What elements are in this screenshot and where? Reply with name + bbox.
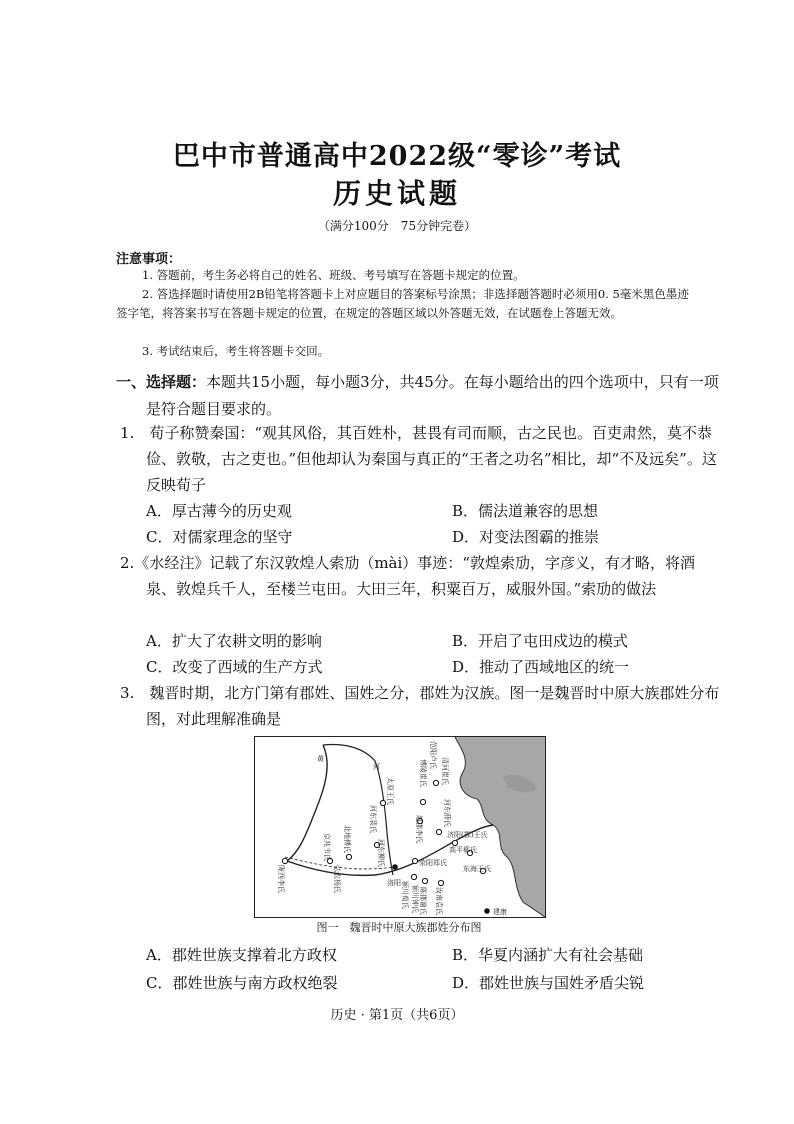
place-label: 河东裴氏	[369, 805, 377, 833]
q1-option-c[interactable]: C．对儒家理念的坚守	[146, 528, 293, 546]
note-item: 1. 答题前，考生务必将自己的姓名、班级、考号填写在答题卡规定的位置。	[142, 268, 525, 282]
exam-subject: 历史试题	[332, 177, 461, 210]
place-label: 河东柳氏	[377, 839, 385, 867]
place-marker	[420, 799, 425, 804]
river-label: 河	[373, 763, 380, 771]
note-item: 3. 考试结束后，考生将答题卡交回。	[142, 344, 330, 358]
place-marker	[411, 874, 416, 879]
question-number: 1.	[120, 424, 135, 442]
sea-area	[455, 737, 545, 917]
place-label: 汝南袁氏	[435, 887, 443, 915]
section-heading	[116, 369, 720, 423]
river-label: 黄	[317, 755, 324, 763]
place-marker	[484, 908, 490, 914]
q3-option-c[interactable]: C．郡姓世族与南方政权绝裂	[146, 974, 338, 992]
place-label: 济阳(郡)王氏	[447, 831, 488, 839]
note-item: 2. 答选择题时请使用2B铅笔将答题卡上对应题目的答案标号涂黑；非选择题答题时必须用0. 5毫米黑色墨迹签字笔，将答案书写在答题卡规定的位置，在规定的答题区域以外答题无效，在试题卷上答题无效。	[116, 287, 689, 320]
q3-option-d[interactable]: D．郡姓世族与国姓矛盾尖锐	[452, 974, 645, 992]
place-label: 赵郡李氏	[415, 815, 423, 843]
place-label: 荥阳郑氏	[419, 859, 447, 867]
place-label: 洛阳	[387, 879, 401, 887]
question-1	[120, 420, 720, 498]
q3-option-a[interactable]: A．郡姓世族支撑着北方政权	[146, 946, 337, 964]
question-3	[120, 680, 720, 732]
map-svg	[255, 737, 545, 917]
place-marker	[380, 800, 385, 805]
place-marker	[438, 880, 443, 885]
figure-caption: 图一 魏晋时中原大族郡姓分布图	[316, 921, 482, 934]
q1-option-b[interactable]: B．儒法道兼容的思想	[452, 502, 599, 520]
question-stem: 《水经注》记载了东汉敦煌人索劢（mài）事迹：“敦煌索劢，字彦义，有才略，将酒泉、敦煌兵千人，至楼兰屯田。大田三年，积粟百万，威服外国。”索劢的做法	[134, 554, 695, 598]
place-label: 颍川荀氏	[401, 881, 409, 909]
place-marker	[452, 840, 457, 845]
q3-option-b[interactable]: B．华夏内涵扩大有社会基础	[452, 946, 644, 964]
place-label: 博陵崔氏	[419, 759, 427, 787]
section-instructions: 本题共15小题，每小题3分，共45分。在每小题给出的四个选项中，只有一项是符合题目要求的。	[146, 373, 719, 418]
question-stem: 荀子称赞秦国：“观其风俗，其百姓朴，甚畏有司而顺，古之民也。百吏肃然，莫不恭俭、敦敬，古之吏也。”但他却认为秦国与真正的“王者之功名”相比，却“不及远矣”。这反映荀子	[146, 424, 717, 494]
place-marker	[346, 854, 351, 859]
place-marker	[433, 780, 438, 785]
place-label: 陇西李氏	[277, 865, 285, 893]
place-label: 建康	[493, 908, 507, 916]
place-label: 颍川钟氏	[411, 885, 419, 913]
q1-option-a[interactable]: A．厚古薄今的历史观	[146, 502, 292, 520]
score-info: （满分100分 75分钟完卷）	[317, 219, 477, 233]
place-label: 高平郗氏	[449, 846, 477, 854]
place-label: 陈郡谢氏	[419, 887, 427, 915]
place-label: 清河崔氏	[441, 757, 449, 785]
place-marker	[436, 829, 441, 834]
place-marker	[422, 878, 427, 883]
place-label: 北地傅氏	[343, 825, 351, 853]
place-label: 太原王氏	[386, 777, 394, 805]
notes-heading: 注意事项：	[116, 252, 182, 267]
q2-option-c[interactable]: C．改变了西域的生产方式	[146, 658, 323, 676]
question-number: 3.	[120, 684, 135, 702]
figure-1-map	[254, 736, 546, 918]
q2-option-b[interactable]: B．开启了屯田戍边的模式	[452, 632, 629, 650]
q1-option-d[interactable]: D．对变法图霸的推崇	[452, 528, 600, 546]
place-label: 京兆韦氏	[323, 833, 331, 861]
question-number: 2.	[120, 554, 135, 572]
q2-option-a[interactable]: A．扩大了农耕文明的影响	[146, 632, 322, 650]
place-label: 河东薛氏	[443, 799, 451, 827]
page-footer: 历史 · 第1页（共6页）	[330, 1008, 464, 1023]
question-2	[120, 550, 720, 602]
place-marker	[282, 858, 287, 863]
exam-title: 巴中市普通高中2022级“零诊”考试	[172, 141, 622, 172]
place-label: 范阳卢氏	[429, 741, 437, 769]
q2-option-d[interactable]: D．推动了西域地区的统一	[452, 658, 630, 676]
place-label: 东海王氏	[463, 865, 491, 873]
section-label: 一、选择题：	[116, 373, 207, 391]
place-label: 弘农杨氏	[333, 865, 341, 893]
place-marker	[392, 864, 398, 870]
place-marker	[412, 858, 417, 863]
question-stem: 魏晋时期，北方门第有郡姓、国姓之分，郡姓为汉族。图一是魏晋时中原大族郡姓分布图，对此理解准确是	[146, 684, 720, 728]
